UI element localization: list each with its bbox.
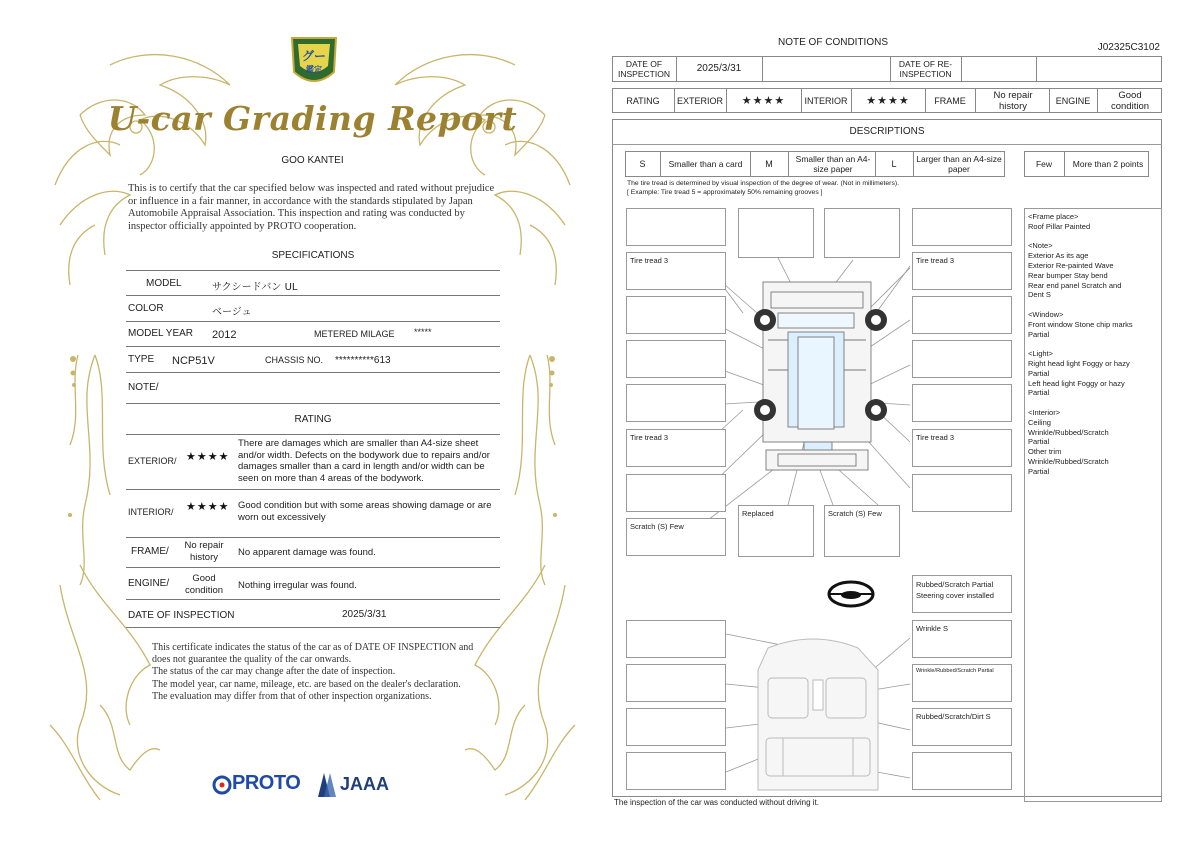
tire-tread-note-2: [ Example: Tire tread 5 = approximately 50% remaining grooves ] [627, 188, 823, 196]
engine-value: Good condition [184, 573, 224, 596]
frame-label: FRAME [934, 95, 966, 106]
replaced-box [738, 505, 814, 557]
note-line: Front window Stone chip marks [1028, 319, 1133, 329]
logo-row [212, 771, 402, 799]
note-of-conditions [608, 30, 1168, 815]
divider [126, 537, 500, 538]
svg-text:グー: グー [301, 49, 327, 63]
note-line: Partial [1028, 329, 1050, 339]
condition-notes [1024, 208, 1162, 802]
note-line [1028, 232, 1158, 242]
wrinkle-box [912, 620, 1012, 658]
rating-label: RATING [626, 95, 660, 106]
note-line: <Light> [1028, 349, 1054, 359]
divider [126, 403, 500, 404]
color-label: COLOR [128, 303, 164, 314]
document-id: J02325C3102 [1097, 42, 1160, 53]
proto-logo-text: PROTO [232, 772, 301, 794]
note-line: Exterior As its age [1028, 251, 1089, 261]
proto-logo-icon [214, 777, 230, 793]
legend-few-desc: More than 2 points [1072, 159, 1144, 169]
engine-label: ENGINE/ [128, 578, 170, 589]
car-interior-diagram [758, 639, 878, 790]
model-year-label: MODEL YEAR [128, 328, 194, 339]
note-line: Right head light Foggy or hazy [1028, 358, 1130, 368]
divider [126, 489, 500, 490]
exterior-stars: ★★★★ [741, 94, 786, 107]
divider [126, 599, 500, 600]
wrinkle-rubbed-label: Wrinkle/Rubbed/Scratch Partial [916, 668, 994, 674]
divider [126, 567, 500, 568]
tire-front-left-label: Tire tread 3 [630, 256, 669, 265]
divider [126, 321, 500, 322]
report-subtitle: GOO KANTEI [281, 155, 344, 166]
note-line: Left head light Foggy or hazy [1028, 378, 1125, 388]
note-label: NOTE/ [128, 382, 159, 393]
note-line: Other trim [1028, 447, 1062, 457]
car-exterior-diagram [763, 282, 871, 470]
tire-front-left-box [626, 252, 726, 290]
exterior-box-r4 [912, 340, 1012, 378]
interior-description: Good condition but with some areas showing damage or are worn out excessively [238, 500, 492, 523]
interior-box-r4 [912, 752, 1012, 790]
note-line: Rear bumper Stay bend [1028, 270, 1108, 280]
note-line: Ceiling [1028, 417, 1051, 427]
note-line: Wrinkle/Rubbed/Scratch [1028, 456, 1109, 466]
note-line: <Note> [1028, 241, 1053, 251]
note-line [1028, 398, 1158, 408]
rubbed-dirt-box [912, 708, 1012, 746]
goo-kantei-badge-icon [286, 32, 342, 94]
note-line: Exterior Re-painted Wave [1028, 260, 1114, 270]
metered-milage-label: METERED MILAGE [314, 329, 395, 339]
scratch-rear-box [824, 505, 900, 557]
rating-heading: RATING [294, 414, 332, 425]
exterior-box-top-right [824, 208, 900, 258]
note-line: <Window> [1028, 309, 1064, 319]
jaaa-logo-text: JAAA [340, 774, 390, 794]
date-of-inspection-value: 2025/3/31 [342, 609, 387, 620]
report-title: U-car Grading Report [107, 99, 518, 138]
legend-l: L [891, 159, 897, 169]
exterior-box-4 [626, 340, 726, 378]
certificate-footer: This certificate indicates the status of the car as of DATE OF INSPECTION and does not guarantee the quality of the car onwards. The status of the car may change after the date of inspection. The model year, car name, mileage, etc. are based on the dealer's declaration. The evaluation may differ from that of other inspection organizations. [152, 642, 474, 702]
grading-certificate [40, 25, 585, 825]
steering-wheel-icon [829, 582, 873, 606]
interior-label: INTERIOR/ [128, 507, 174, 517]
tire-front-right-box [912, 252, 1012, 290]
note-line: Partial [1028, 437, 1050, 447]
replaced-label: Replaced [742, 509, 774, 518]
jaaa-logo-icon [318, 773, 336, 797]
divider [126, 295, 500, 296]
scratch-rear-label: Scratch (S) Few [828, 509, 882, 518]
model-value: サクシードバン UL [212, 282, 298, 293]
divider [126, 346, 500, 347]
descriptions-heading: DESCRIPTIONS [849, 125, 925, 137]
divider [126, 627, 500, 628]
exterior-box-top-left [738, 208, 814, 258]
tire-rear-right-label: Tire tread 3 [916, 433, 955, 442]
engine-label: ENGINE [1055, 95, 1091, 106]
note-line [1028, 339, 1158, 349]
model-year-value: 2012 [212, 329, 237, 341]
note-line: <Frame place> [1028, 212, 1079, 221]
interior-label: INTERIOR [804, 95, 848, 106]
rubbed-dirt-label: Rubbed/Scratch/Dirt S [916, 712, 991, 721]
engine-value: Good condition [1110, 89, 1150, 112]
date-of-inspection-label: DATE OF INSPECTION [618, 59, 670, 79]
certification-intro: This is to certify that the car specified below was inspected and rated without prejudice or influence in a fair manner, in accordance with the standards stipulated by Japan Automobile Appraisal Association. This inspection and rating was conducted by inspector officially appointed by PROTO cooperation. [128, 183, 495, 232]
exterior-box-7 [626, 474, 726, 512]
specifications-heading: SPECIFICATIONS [271, 250, 355, 261]
ornamental-border [40, 25, 585, 825]
tire-rear-right-box [912, 429, 1012, 467]
note-line [1028, 300, 1158, 310]
legend-l-desc: Larger than an A4-size paper [916, 154, 1002, 174]
legend-few: Few [1035, 159, 1053, 169]
exterior-box-5 [626, 384, 726, 422]
metered-milage-value: ***** [414, 327, 432, 337]
frame-label: FRAME/ [131, 546, 169, 557]
exterior-description: There are damages which are smaller than A4-size sheet and/or width. Defects on the bodywork due to repairs and/or damages smaller than a card in length and/or width can be seen on more than 4 areas of the bodywork. [238, 438, 490, 485]
chassis-value: **********613 [335, 355, 391, 366]
divider [126, 270, 500, 271]
tire-tread-note-1: The tire tread is determined by visual inspection of the degree of wear. (Not in millimeters). [627, 180, 899, 187]
interior-box-l2 [626, 664, 726, 702]
legend-s-desc: Smaller than a card [668, 159, 743, 169]
exterior-box-r1 [912, 208, 1012, 246]
exterior-label: EXTERIOR [676, 95, 723, 106]
noc-title: NOTE OF CONDITIONS [778, 37, 888, 48]
note-line: Partial [1028, 368, 1050, 378]
divider [126, 372, 500, 373]
frame-description: No apparent damage was found. [238, 547, 376, 558]
note-line: Wrinkle/Rubbed/Scratch [1028, 427, 1109, 437]
interior-stars: ★★★★ [186, 500, 230, 513]
exterior-box-3 [626, 296, 726, 334]
exterior-label: EXTERIOR/ [128, 456, 177, 466]
note-line: Rear end panel Scratch and [1028, 280, 1122, 290]
date-of-inspection-value: 2025/3/31 [696, 63, 742, 74]
wrinkle-label: Wrinkle S [916, 624, 948, 633]
tire-rear-left-box [626, 429, 726, 467]
frame-value: No repair history [993, 89, 1033, 112]
note-line: Dent S [1028, 290, 1051, 300]
engine-description: Nothing irregular was found. [238, 580, 357, 591]
note-line: Partial [1028, 388, 1050, 398]
note-line: Roof Pillar Painted [1028, 221, 1091, 231]
tire-front-right-label: Tire tread 3 [916, 256, 955, 265]
wrinkle-rubbed-box [912, 664, 1012, 702]
exterior-box-r5 [912, 384, 1012, 422]
type-label: TYPE [128, 354, 155, 365]
exterior-stars: ★★★★ [186, 450, 230, 463]
exterior-box-1 [626, 208, 726, 246]
tire-rear-left-label: Tire tread 3 [630, 433, 669, 442]
inspection-footer: The inspection of the car was conducted without driving it. [614, 798, 819, 807]
svg-text:鑑定: 鑑定 [306, 65, 322, 74]
date-of-inspection-label: DATE OF INSPECTION [128, 610, 235, 621]
scratch-left-label: Scratch (S) Few [630, 522, 684, 531]
model-label: MODEL [146, 278, 182, 289]
exterior-box-r7 [912, 474, 1012, 512]
interior-box-l3 [626, 708, 726, 746]
chassis-label: CHASSIS NO. [265, 355, 324, 365]
legend-s: S [639, 159, 646, 169]
date-of-reinspection-label: DATE OF RE-INSPECTION [898, 59, 953, 79]
type-value: NCP51V [172, 355, 215, 367]
interior-box-l4 [626, 752, 726, 790]
color-value: ベージュ [212, 307, 252, 318]
frame-value: No repair history [184, 540, 224, 563]
note-line: <Interior> [1028, 407, 1061, 417]
legend-m: M [765, 159, 773, 169]
note-line: Partial [1028, 466, 1050, 476]
scratch-left-box [626, 518, 726, 556]
steering-box [912, 575, 1012, 613]
legend-m-desc: Smaller than an A4-size paper [795, 154, 871, 174]
steering-label: Rubbed/Scratch Partial Steering cover installed [916, 580, 994, 600]
interior-box-l1 [626, 620, 726, 658]
interior-stars: ★★★★ [866, 94, 910, 107]
divider [126, 434, 500, 435]
exterior-box-r3 [912, 296, 1012, 334]
